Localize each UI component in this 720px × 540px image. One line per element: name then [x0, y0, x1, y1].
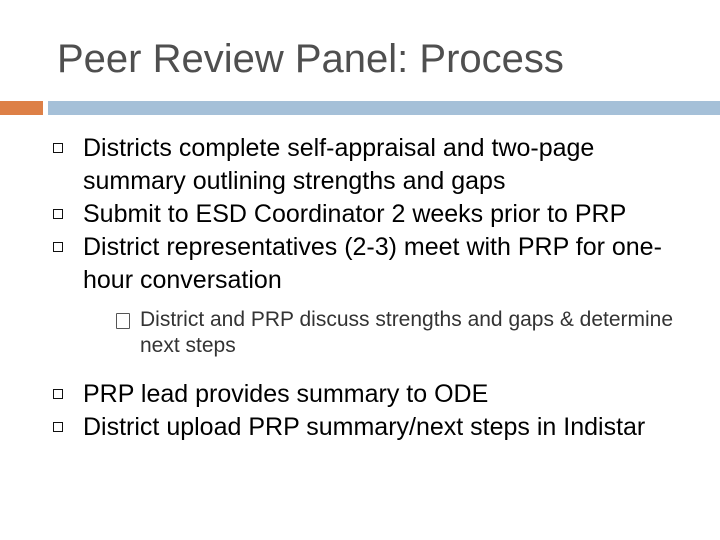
- bullet-item: [50, 198, 700, 231]
- bullet-item: [50, 411, 700, 444]
- bullet-text: PRP lead provides summary to ODE: [83, 380, 489, 408]
- bullet-item: [50, 378, 700, 411]
- bullet-item: [50, 231, 700, 359]
- bullet-text: District representatives (2-3) meet with PRP for one-hour conversation: [83, 233, 662, 294]
- square-bullet-icon: [53, 389, 63, 399]
- bullet-list: [50, 132, 700, 444]
- title-divider-bar: [48, 101, 720, 115]
- sub-bullet-item: [83, 307, 700, 359]
- square-bullet-icon: [53, 209, 63, 219]
- bullet-text: Districts complete self-appraisal and two-page summary outlining strengths and gaps: [83, 134, 595, 195]
- bullet-text: District upload PRP summary/next steps in Indistar: [83, 413, 646, 441]
- square-bullet-icon: [53, 422, 63, 432]
- square-bullet-icon: [53, 242, 63, 252]
- sub-bullet-list: [83, 307, 700, 359]
- bullet-text: Submit to ESD Coordinator 2 weeks prior to PRP: [83, 200, 627, 228]
- accent-bar: [0, 101, 43, 115]
- square-bullet-icon: [53, 143, 63, 153]
- bullet-item: [50, 132, 700, 198]
- slide-title: Peer Review Panel: Process: [57, 37, 564, 81]
- sub-bullet-text: District and PRP discuss strengths and gaps & determine next steps: [140, 308, 674, 357]
- missing-glyph-icon: [116, 313, 130, 329]
